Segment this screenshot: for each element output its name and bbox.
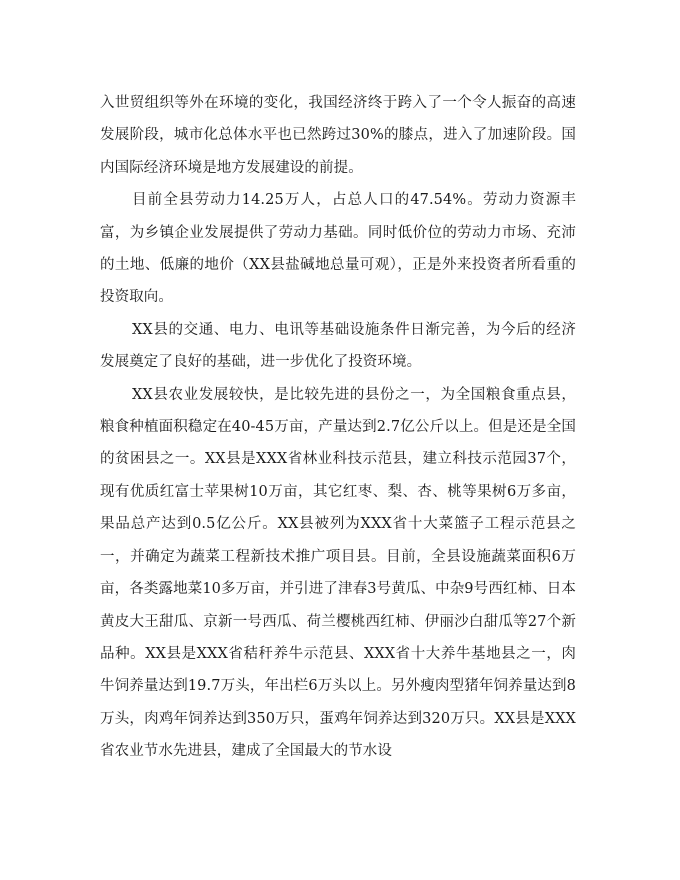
paragraph-2: 目前全县劳动力14.25万人，占总人口的47.54%。劳动力资源丰富，为乡镇企业发展提供了劳动力基础。同时低价位的劳动力市场、充沛的土地、低廉的地价（XX县盐碱地总量可观），正是外来投资者所看重的投资取向。 — [100, 192, 576, 306]
document-body — [100, 87, 576, 768]
paragraph-4: XX县农业发展较快，是比较先进的县份之一，为全国粮食重点县，粮食种植面积稳定在40-45万亩，产量达到2.7亿公斤以上。但是还是全国的贫困县之一。XX县是XXX省林业科技示范县，建立科技示范园37个，现有优质红富士苹果树10万亩，其它红枣、梨、杏、桃等果树6万多亩，果品总产达到0.5亿公斤。XX县被列为XXX省十大菜篮子工程示范县之一，并确定为蔬菜工程新技术推广项目县。目前，全县设施蔬菜面积6万亩，各类露地菜10多万亩，并引进了津春3号黄瓜、中杂9号西红柿、日本黄皮大王甜瓜、京新一号西瓜、荷兰樱桃西红柿、伊丽沙白甜瓜等27个新品种。XX县是XXX省秸秆养牛示范县、XXX省十大养牛基地县之一，肉牛饲养量达到19.7万头，年出栏6万头以上。另外瘦肉型猪年饲养量达到8万头，肉鸡年饲养达到350万只，蛋鸡年饲养达到320万只。XX县是XXX省农业节水先进县，建成了全国最大的节水设 — [100, 386, 576, 760]
paragraph-3: XX县的交通、电力、电讯等基础设施条件日渐完善，为今后的经济发展奠定了良好的基础，进一步优化了投资环境。 — [100, 321, 576, 371]
paragraph-1: 入世贸组织等外在环境的变化，我国经济终于跨入了一个令人振奋的高速发展阶段，城市化总体水平也已然跨过30%的膝点，进入了加速阶段。国内国际经济环境是地方发展建设的前提。 — [100, 95, 576, 176]
